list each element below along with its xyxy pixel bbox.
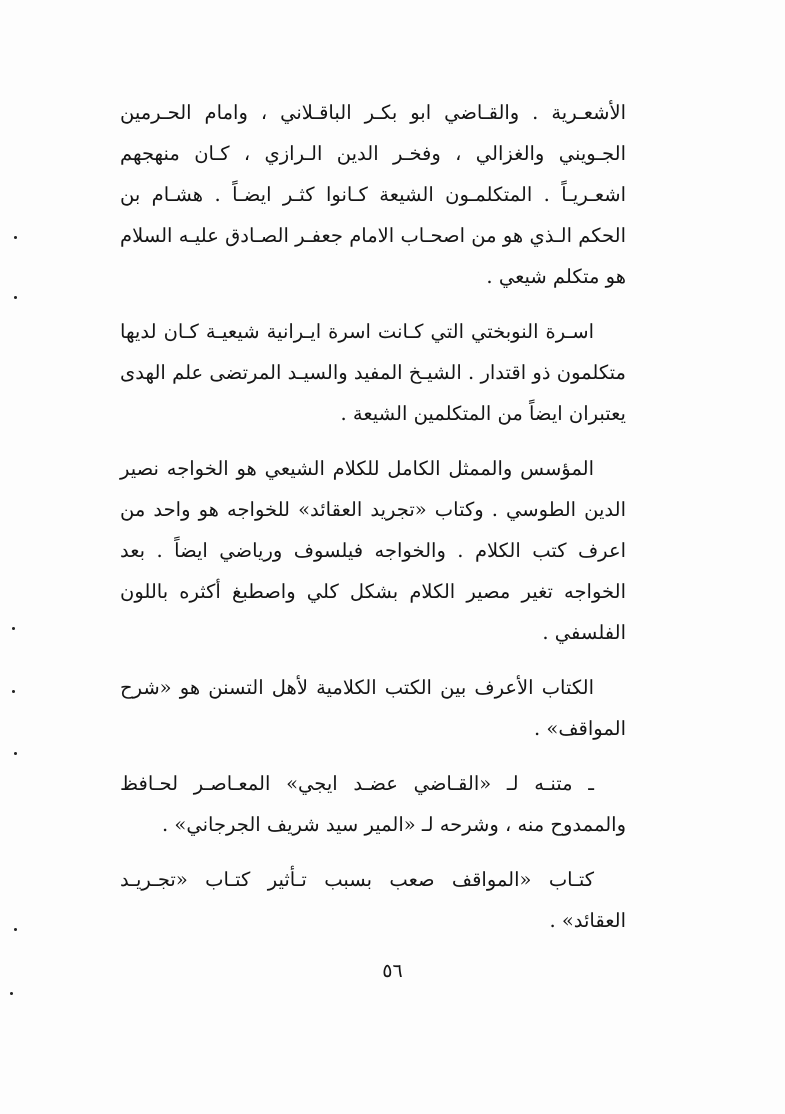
paragraph-2: اسـرة النوبختي التي كـانت اسرة ايـرانية شيعيـة كـان لديها متكلمون ذو اقتدار . الشيـخ المفيد والسيـد المرتضى علم الهدى يعتبران ايضاً من المتكلمين الشيعة . [120, 320, 626, 425]
scan-speck [14, 928, 17, 931]
paragraph-6: كتـاب «المواقف صعب بسبب تـأثير كتـاب «تجـريـد العقائد» . [120, 868, 626, 932]
scan-speck [12, 690, 15, 693]
paragraph-3: المؤسس والممثل الكامل للكلام الشيعي هو الخواجه نصير الدين الطوسي . وكتاب «تجريد العقائد» للخواجه هو واحد من اعرف كتب الكلام . والخواجه فيلسوف ورياضي ايضاً . بعد الخواجه تغير مصير الكلام بشكل كلي واصطبغ أكثره باللون الفلسفي . [120, 457, 626, 644]
scan-speck [14, 296, 17, 299]
paragraph-4: الكتاب الأعرف بين الكتب الكلامية لأهل التسنن هو «شرح المواقف» . [120, 676, 626, 740]
scan-speck [14, 236, 17, 239]
scan-speck [12, 627, 15, 630]
body-text [120, 92, 626, 955]
scan-speck [10, 992, 13, 995]
scan-speck [14, 752, 17, 755]
paragraph-5: ـ متنـه لـ «القـاضي عضـد ايجي» المعـاصـر لحـافظ والممدوح منه ، وشرحه لـ «المير سيد شريف الجرجاني» . [120, 772, 626, 836]
paragraph-1: الأشعـرية . والقـاضي ابو بكـر الباقـلاني ، وامام الحـرمين الجـويني والغزالي ، وفخـر الدين الـرازي ، كـان منهجهم اشعـريـاً . المتكلمـون الشيعة كـانوا كثـر ايضـاً . هشـام بن الحكم الـذي هو من اصحـاب الامام جعفـر الصـادق عليـه السلام هو متكلم شيعي . [120, 101, 626, 288]
page-number: ٥٦ [382, 960, 403, 982]
